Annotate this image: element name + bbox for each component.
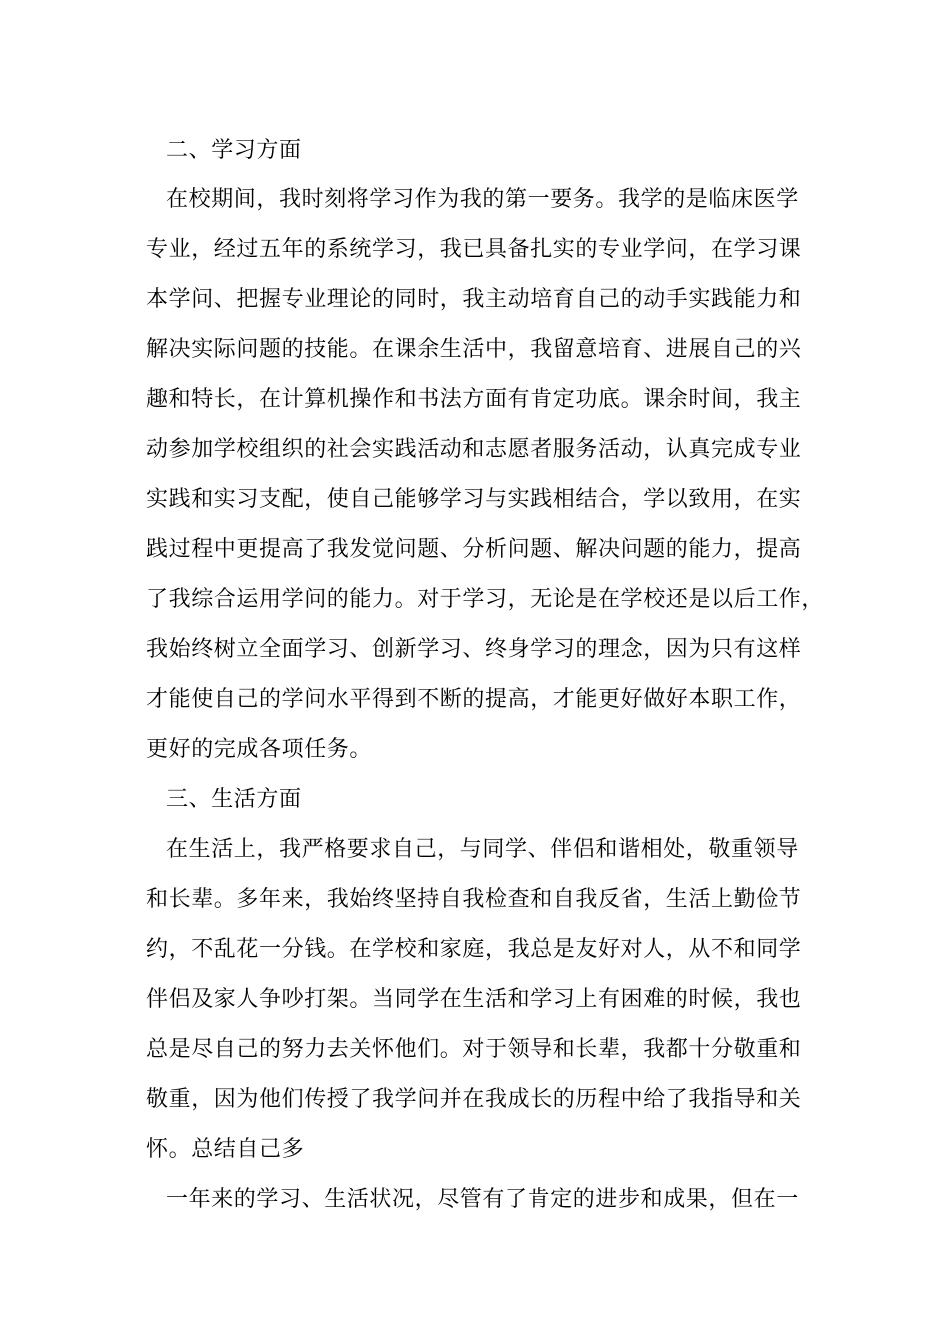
paragraph-line: 解决实际问题的技能。在课余生活中，我留意培育、进展自己的兴 [146,337,802,362]
paragraph-line: 才能使自己的学问水平得到不断的提高，才能更好做好本职工作， [146,687,802,712]
paragraph-line: 总是尽自己的努力去关怀他们。对于领导和长辈，我都十分敬重和 [146,1037,802,1062]
paragraph-line: 动参加学校组织的社会实践活动和志愿者服务活动，认真完成专业 [146,437,802,462]
paragraph-line: 和长辈。多年来，我始终坚持自我检查和自我反省，生活上勤俭节 [146,887,802,912]
paragraph-line: 了我综合运用学问的能力。对于学习，无论是在学校还是以后工作， [146,587,825,612]
paragraph-line: 敬重，因为他们传授了我学问并在我成长的历程中给了我指导和关 [146,1087,802,1112]
paragraph-line: 怀。总结自己多 [146,1137,305,1162]
paragraph-line: 一年来的学习、生活状况，尽管有了肯定的进步和成果，但在一 [166,1187,799,1212]
paragraph-line: 伴侣及家人争吵打架。当同学在生活和学习上有困难的时候，我也 [146,987,802,1012]
paragraph-line: 趣和特长，在计算机操作和书法方面有肯定功底。课余时间，我主 [146,387,802,412]
paragraph-line: 约，不乱花一分钱。在学校和家庭，我总是友好对人，从不和同学 [146,937,802,962]
paragraph-line: 践过程中更提高了我发觉问题、分析问题、解决问题的能力，提高 [146,537,802,562]
paragraph-line: 我始终树立全面学习、创新学习、终身学习的理念，因为只有这样 [146,637,802,662]
section-heading-study: 二、学习方面 [166,138,302,163]
section-heading-life: 三、生活方面 [166,787,302,812]
paragraph-line: 更好的完成各项任务。 [146,737,373,762]
paragraph-line: 专业，经过五年的系统学习，我已具备扎实的专业学问，在学习课 [146,237,802,262]
paragraph-line: 在生活上，我严格要求自己，与同学、伴侣和谐相处，敬重领导 [166,837,799,862]
paragraph-line: 在校期间，我时刻将学习作为我的第一要务。我学的是临床医学 [166,187,799,212]
paragraph-line: 实践和实习支配，使自己能够学习与实践相结合，学以致用，在实 [146,487,802,512]
paragraph-line: 本学问、把握专业理论的同时，我主动培育自己的动手实践能力和 [146,287,802,312]
